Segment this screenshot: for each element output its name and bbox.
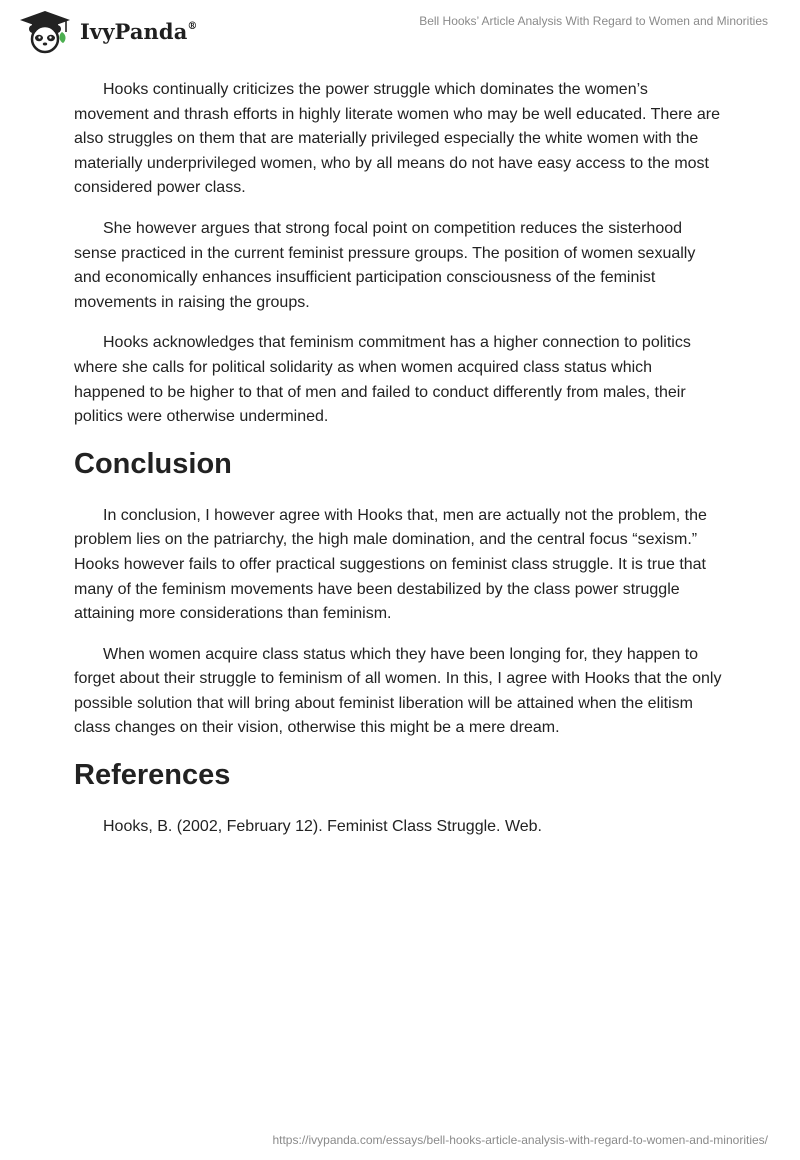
running-title: Bell Hooks’ Article Analysis With Regard to Women and Minorities <box>419 14 768 28</box>
ivypanda-logo[interactable] <box>14 8 198 54</box>
reference-item: Hooks, B. (2002, February 12). Feminist Class Struggle. Web. <box>103 818 542 836</box>
body-paragraph: Hooks acknowledges that feminism commitment has a higher connection to politics where she calls for political solidarity as when women acquired class status which happened to be higher to that of men and failed to conduct differently from males, their politics were otherwise undermined. <box>74 334 691 426</box>
panda-graduate-icon <box>14 8 76 54</box>
references-heading: References <box>74 759 231 792</box>
body-paragraph: Hooks continually criticizes the power struggle which dominates the women’s movement and thrash efforts in highly literate women who may be well educated. There are also struggles on them that are materially privileged especially the white women with the materially underprivileged women, who by all means do not have easy access to the most considered power class. <box>74 81 720 197</box>
logo-text <box>80 19 198 44</box>
essay-content <box>74 78 726 856</box>
registered-mark: ® <box>187 20 198 32</box>
conclusion-paragraph: In conclusion, I however agree with Hooks that, men are actually not the problem, the problem lies on the patriarchy, the high male domination, and the central focus “sexism.” Hooks however fails to offer practical suggestions on feminist class struggle. It is true that many of the feminism movements have been destabilized by the class power struggle attaining more considerations than feminism. <box>74 506 707 623</box>
source-url[interactable]: https://ivypanda.com/essays/bell-hooks-article-analysis-with-regard-to-women-and-minorities/ <box>272 1133 768 1147</box>
conclusion-paragraph: When women acquire class status which they have been longing for, they happen to forget about their struggle to feminism of all women. In this, I agree with Hooks that the only possible solution that will bring about feminist liberation will be attained when the elitism class changes on their vision, otherwise this might be a mere dream. <box>74 645 722 737</box>
body-paragraph: She however argues that strong focal point on competition reduces the sisterhood sense practiced in the current feminist pressure groups. The position of women sexually and economically enhances insufficient participation consciousness of the feminist movements in raising the groups. <box>74 219 696 311</box>
page-header <box>0 0 800 60</box>
logo-wordmark: IvyPanda <box>80 18 188 44</box>
conclusion-heading: Conclusion <box>74 447 232 480</box>
